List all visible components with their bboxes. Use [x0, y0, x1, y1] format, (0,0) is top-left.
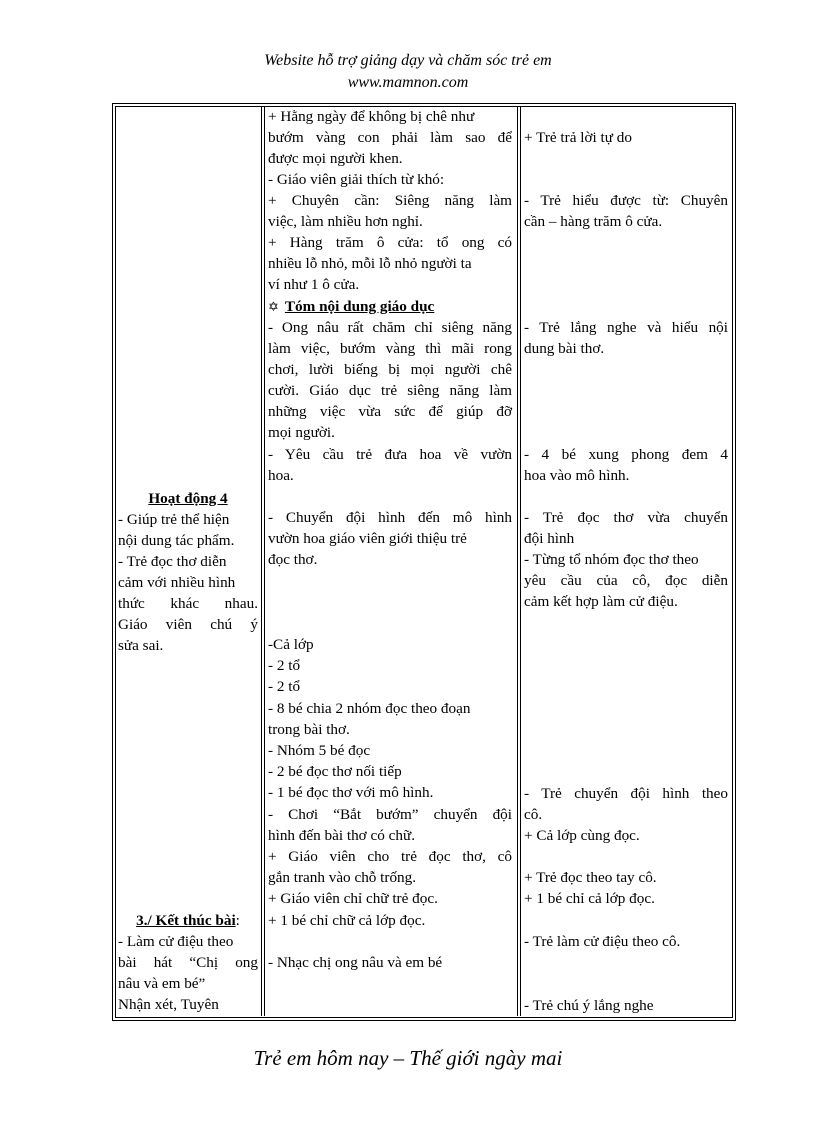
text-line: - 1 bé đọc thơ với mô hình.: [268, 784, 434, 801]
text-line: - Trẻ lắng nghe và hiểu nội: [524, 319, 728, 336]
text-line: - Nhạc chị ong nâu và em bé: [268, 954, 443, 971]
text-line: - Nhóm 5 bé đọc: [268, 742, 371, 759]
text-line: gắn tranh vào chỗ trống.: [268, 869, 417, 886]
text-line: cười. Giáo dục trẻ siêng năng làm: [268, 382, 512, 399]
text-line: đội hình: [524, 530, 575, 547]
text-line: - Từng tổ nhóm đọc thơ theo: [524, 551, 699, 568]
text-line: trong bài thơ.: [268, 721, 350, 738]
page-header-title: Website hỗ trợ giảng dạy và chăm sóc trẻ em: [264, 52, 552, 69]
text-line: - Chuyển đội hình đến mô hình: [268, 509, 512, 526]
text-line: - 2 tổ: [268, 657, 301, 674]
text-line: vườn hoa giáo viên giới thiệu trẻ: [268, 530, 467, 547]
page-footer-slogan: Trẻ em hôm nay – Thế giới ngày mai: [253, 1046, 563, 1070]
text-line: dung bài thơ.: [524, 340, 605, 357]
text-line: - 2 tổ: [268, 678, 301, 695]
column-divider: [520, 106, 521, 1016]
text-line: - Làm cử điệu theo: [118, 933, 234, 950]
text-line: mọi người.: [268, 424, 335, 441]
text-line: - Trẻ đọc thơ vừa chuyển: [524, 509, 728, 526]
text-line: chơi, lười biếng bị mọi người chê: [268, 361, 512, 378]
text-line: - Trẻ hiểu được từ: Chuyên: [524, 192, 728, 209]
text-line: hoa vào mô hình.: [524, 467, 630, 484]
text-line: - Chơi “Bắt bướm” chuyển đội: [268, 806, 512, 823]
text-line: thức khác nhau.: [118, 595, 258, 612]
text-line: - Ong nâu rất chăm chỉ siêng năng: [268, 319, 512, 336]
text-line: - 4 bé xung phong đem 4: [524, 446, 728, 463]
text-line: ví như 1 ô cửa.: [268, 276, 360, 293]
text-line: - Giúp trẻ thể hiện: [118, 511, 230, 528]
text-line: nhiều lỗ nhỏ, mỗi lỗ nhỏ người ta: [268, 255, 472, 272]
text-line: + 1 bé chỉ cả lớp đọc.: [524, 890, 655, 907]
column-divider: [264, 106, 265, 1016]
text-line: + Chuyên cần: Siêng năng làm: [268, 192, 512, 209]
text-line: -Cả lớp: [268, 636, 314, 653]
text-line: bài hát “Chị ong: [118, 954, 258, 971]
heading-text: Tóm nội dung giáo dục: [284, 298, 435, 315]
text-line: Nhận xét, Tuyên: [118, 996, 219, 1013]
text-line: - Trẻ làm cử điệu theo cô.: [524, 933, 681, 950]
education-summary-heading: [268, 296, 434, 317]
text-line: Giáo viên chú ý: [118, 616, 258, 633]
text-line: cần – hàng trăm ô cửa.: [524, 213, 663, 230]
text-line: được mọi người khen.: [268, 150, 403, 167]
text-line: + Trẻ đọc theo tay cô.: [524, 869, 657, 886]
text-line: + Giáo viên cho trẻ đọc thơ, cô: [268, 848, 512, 865]
text-line: nâu và em bé”: [118, 975, 206, 992]
text-line: yêu cầu của cô, đọc diễn: [524, 572, 728, 589]
conclusion-heading: [118, 910, 258, 931]
text-line: những việc vừa sức để giúp đỡ: [268, 403, 512, 420]
text-line: - Yêu cầu trẻ đưa hoa về vườn: [268, 446, 512, 463]
text-line: + 1 bé chỉ chữ cả lớp đọc.: [268, 912, 426, 929]
page-header-website: www.mamnon.com: [347, 74, 469, 91]
text-line: - Trẻ chú ý lắng nghe: [524, 997, 654, 1014]
text-line: hoa.: [268, 467, 294, 484]
conclusion-title: 3./ Kết thúc bài: [136, 912, 236, 929]
text-line: - Trẻ chuyển đội hình theo: [524, 785, 728, 802]
text-line: - 2 bé đọc thơ nối tiếp: [268, 763, 402, 780]
text-line: hình đến bài thơ có chữ.: [268, 827, 416, 844]
text-line: - Trẻ đọc thơ diễn: [118, 553, 227, 570]
activity-4-heading: Hoạt động 4: [148, 490, 228, 507]
column-divider: [261, 106, 262, 1016]
text-line: + Trẻ trả lời tự do: [524, 129, 632, 146]
text-line: việc, làm nhiều hơn nghỉ.: [268, 213, 423, 230]
text-line: nội dung tác phẩm.: [118, 532, 235, 549]
star-of-david-icon: ✡: [268, 299, 279, 314]
text-line: - Giáo viên giải thích từ khó:: [268, 171, 445, 188]
text-line: sửa sai.: [118, 637, 164, 654]
text-line: bướm vàng con phải làm sao để: [268, 129, 512, 146]
column-divider: [517, 106, 518, 1016]
text-line: + Hàng trăm ô cửa: tổ ong có: [268, 234, 512, 251]
conclusion-colon: :: [235, 912, 240, 929]
text-line: + Cả lớp cùng đọc.: [524, 827, 640, 844]
text-line: + Giáo viên chỉ chữ trẻ đọc.: [268, 890, 438, 907]
text-line: cảm với nhiều hình: [118, 574, 236, 591]
text-line: + Hằng ngày để không bị chê như: [268, 108, 475, 125]
text-line: cảm kết hợp làm cử điệu.: [524, 593, 678, 610]
text-line: cô.: [524, 806, 543, 823]
text-line: - 8 bé chia 2 nhóm đọc theo đoạn: [268, 700, 471, 717]
text-line: đọc thơ.: [268, 551, 318, 568]
text-line: làm việc, bướm vàng thì mãi rong: [268, 340, 512, 357]
